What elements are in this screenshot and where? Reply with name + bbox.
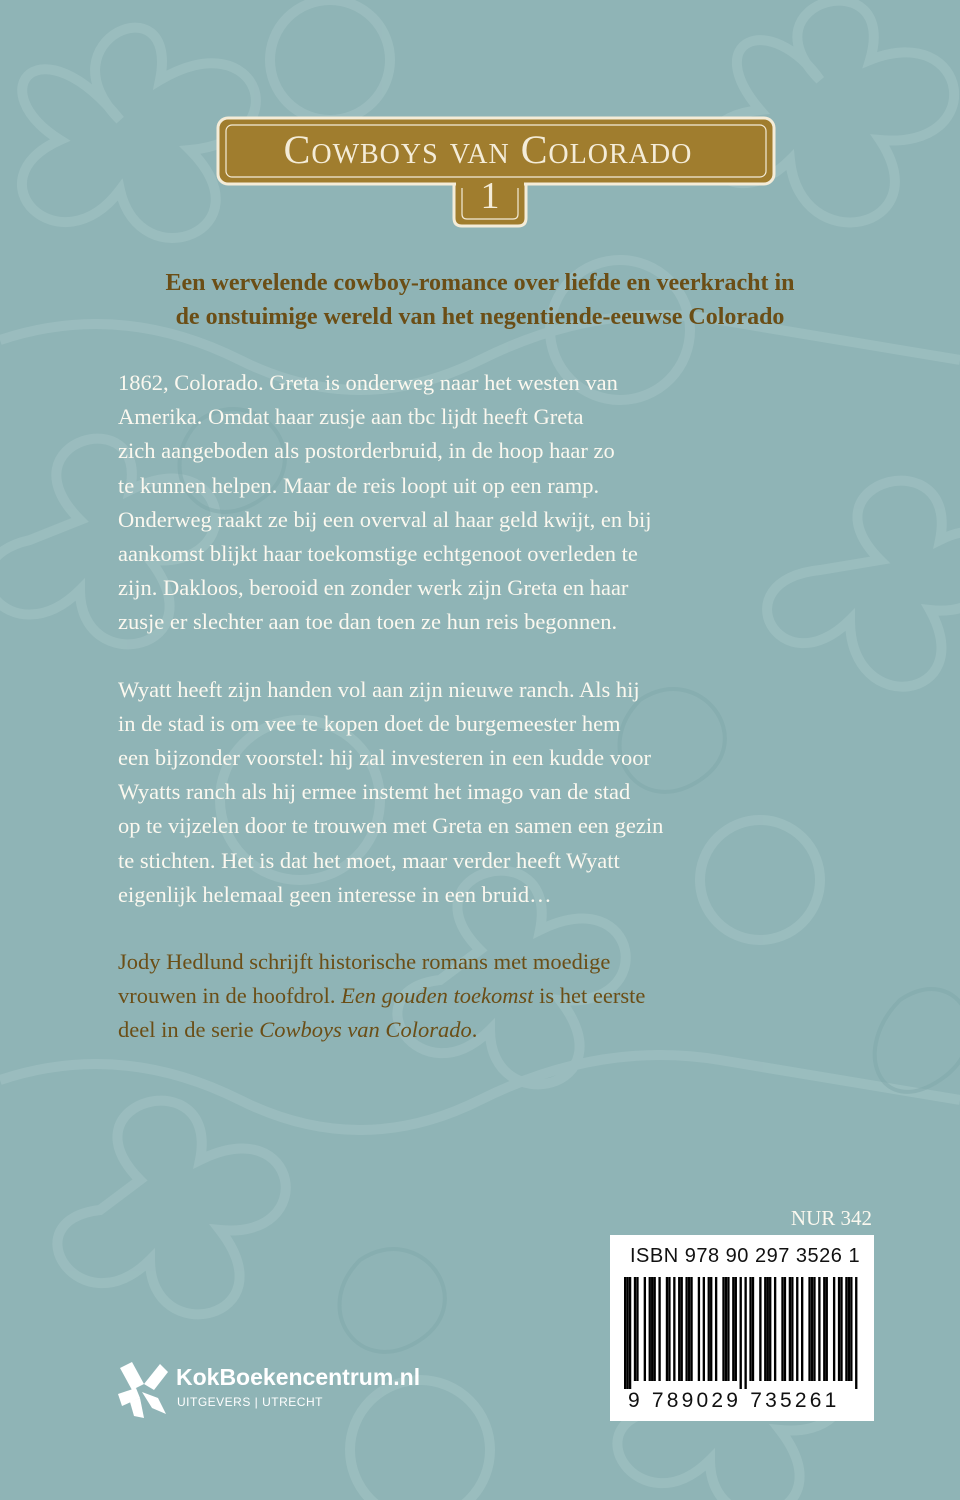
text-line: zich aangeboden als postorderbruid, in de hoop haar zo bbox=[118, 438, 615, 464]
barcode-bar bbox=[703, 1277, 705, 1381]
barcode-bar bbox=[759, 1277, 761, 1381]
barcode-bar bbox=[668, 1277, 670, 1381]
barcode-bar bbox=[725, 1277, 727, 1381]
text-line: te kunnen helpen. Maar de reis loopt uit op een ramp. bbox=[118, 472, 600, 498]
barcode-bar bbox=[740, 1277, 742, 1389]
text-line: in de stad is om vee te kopen doet de burgemeester hem bbox=[118, 710, 621, 736]
barcode-bar bbox=[796, 1277, 798, 1381]
text-fragment: deel in de serie bbox=[118, 1017, 260, 1043]
series-number: 1 bbox=[480, 175, 500, 217]
barcode-bar bbox=[651, 1277, 653, 1381]
text-line: zusje er slechter aan toe dan toen ze hun reis begonnen. bbox=[118, 609, 618, 635]
tagline-line: de onstuimige wereld van het negentiende-eeuwse Colorado bbox=[175, 304, 785, 330]
barcode-bar bbox=[658, 1277, 660, 1381]
barcode-bar bbox=[781, 1277, 783, 1381]
series-title: Cowboys van Colorado bbox=[283, 127, 693, 172]
publisher-name: KokBoekencentrum.nl bbox=[176, 1364, 421, 1390]
barcode-bar bbox=[735, 1277, 737, 1381]
barcode-bar bbox=[826, 1277, 828, 1381]
text-line: Jody Hedlund schrijft historische romans met moedige bbox=[118, 949, 611, 975]
barcode-bar bbox=[838, 1277, 840, 1381]
blurb-paragraph-2 bbox=[118, 673, 858, 912]
text-line: zijn. Dakloos, berooid en zonder werk zijn Greta en haar bbox=[118, 575, 629, 601]
barcode-bar bbox=[732, 1277, 734, 1381]
text-line: Amerika. Omdat haar zusje aan tbc lijdt heeft Greta bbox=[118, 404, 584, 430]
kok-logo-icon bbox=[114, 1358, 170, 1420]
blurb-paragraph-1 bbox=[118, 366, 858, 640]
barcode-bar bbox=[764, 1277, 766, 1381]
tagline bbox=[60, 266, 900, 334]
text-line: Onderweg raakt ze bij een overval al haar geld kwijt, en bij bbox=[118, 506, 652, 532]
nur-code: NUR 342 bbox=[790, 1206, 872, 1230]
text-fragment: is het eerste bbox=[533, 983, 646, 1009]
barcode-bar bbox=[681, 1277, 683, 1381]
barcode-bar bbox=[767, 1277, 769, 1381]
barcode-bar bbox=[845, 1277, 847, 1381]
barcode-bar bbox=[850, 1277, 852, 1381]
barcode-bar bbox=[688, 1277, 690, 1381]
barcode-bar bbox=[808, 1277, 810, 1381]
barcode-bar bbox=[818, 1277, 820, 1381]
barcode-bar bbox=[848, 1277, 850, 1381]
text-line: op te vijzelen door te trouwen met Greta en samen een gezin bbox=[118, 813, 664, 839]
barcode-bar bbox=[685, 1277, 687, 1381]
barcode-bar bbox=[833, 1277, 835, 1381]
barcode-bar bbox=[715, 1277, 717, 1381]
text-line: Wyatt heeft zijn handen vol aan zijn nieuwe ranch. Als hij bbox=[118, 676, 640, 702]
publisher-logo bbox=[114, 1356, 474, 1426]
text-fragment: vrouwen in de hoofdrol. bbox=[118, 983, 342, 1009]
barcode-bar bbox=[722, 1277, 724, 1381]
author-note bbox=[118, 945, 858, 1048]
barcode-bar bbox=[855, 1277, 857, 1389]
book-title: Een gouden toekomst bbox=[341, 983, 534, 1009]
blurb-body bbox=[118, 366, 858, 1081]
barcode-bar bbox=[710, 1277, 712, 1381]
barcode-bar bbox=[624, 1277, 626, 1389]
barcode-bar bbox=[626, 1277, 628, 1389]
text-line bbox=[118, 1013, 858, 1047]
barcode-bar bbox=[840, 1277, 842, 1381]
barcode-bar bbox=[690, 1277, 692, 1381]
barcode-bar bbox=[801, 1277, 803, 1381]
text-line: Wyatts ranch als hij ermee instemt het imago van de stad bbox=[118, 779, 631, 805]
text-line: te stichten. Het is dat het moet, maar verder heeft Wyatt bbox=[118, 847, 620, 873]
barcode-bar bbox=[654, 1277, 656, 1381]
barcode-bar bbox=[752, 1277, 754, 1381]
barcode-bar bbox=[789, 1277, 791, 1381]
barcode-bar bbox=[791, 1277, 793, 1381]
isbn-digits: 9 789029 735261 bbox=[628, 1389, 840, 1412]
barcode-bar bbox=[636, 1277, 638, 1381]
barcode-bar bbox=[749, 1277, 751, 1381]
text-line: 1862, Colorado. Greta is onderweg naar het westen van bbox=[118, 370, 618, 395]
barcode-bar bbox=[634, 1277, 636, 1381]
tagline-line: Een wervelende cowboy-romance over liefde en veerkracht in bbox=[165, 270, 795, 296]
publisher-subtitle: UITGEVERS | UTRECHT bbox=[177, 1395, 323, 1409]
barcode-bar bbox=[784, 1277, 786, 1381]
barcode-bar bbox=[649, 1277, 651, 1381]
barcode-bar bbox=[666, 1277, 668, 1381]
text-line: eigenlijk helemaal geen interesse in een bruid… bbox=[118, 881, 552, 907]
barcode-bar bbox=[774, 1277, 776, 1381]
text-line: een bijzonder voorstel: hij zal investeren in een kudde voor bbox=[118, 745, 651, 771]
series-banner bbox=[0, 0, 960, 240]
text-line: aankomst blijkt haar toekomstige echtgenoot overleden te bbox=[118, 541, 638, 567]
barcode-graphic bbox=[622, 1277, 862, 1389]
barcode-bar bbox=[629, 1277, 631, 1389]
barcode-bar bbox=[644, 1277, 646, 1381]
barcode-bar bbox=[673, 1277, 675, 1381]
barcode-bar bbox=[813, 1277, 815, 1381]
barcode-bar bbox=[744, 1277, 746, 1389]
text-line bbox=[118, 979, 858, 1013]
series-name: Cowboys van Colorado bbox=[259, 1017, 472, 1043]
barcode-bar bbox=[678, 1277, 680, 1381]
barcode-bar bbox=[708, 1277, 710, 1381]
barcode-bar bbox=[698, 1277, 700, 1381]
isbn-label: ISBN 978 90 297 3526 1 bbox=[630, 1245, 861, 1267]
barcode-bar bbox=[823, 1277, 825, 1381]
isbn-barcode-box bbox=[610, 1235, 874, 1421]
text-fragment: . bbox=[471, 1017, 478, 1043]
barcode-bar bbox=[769, 1277, 771, 1381]
barcode-bar bbox=[811, 1277, 813, 1381]
barcode-bar bbox=[727, 1277, 729, 1381]
